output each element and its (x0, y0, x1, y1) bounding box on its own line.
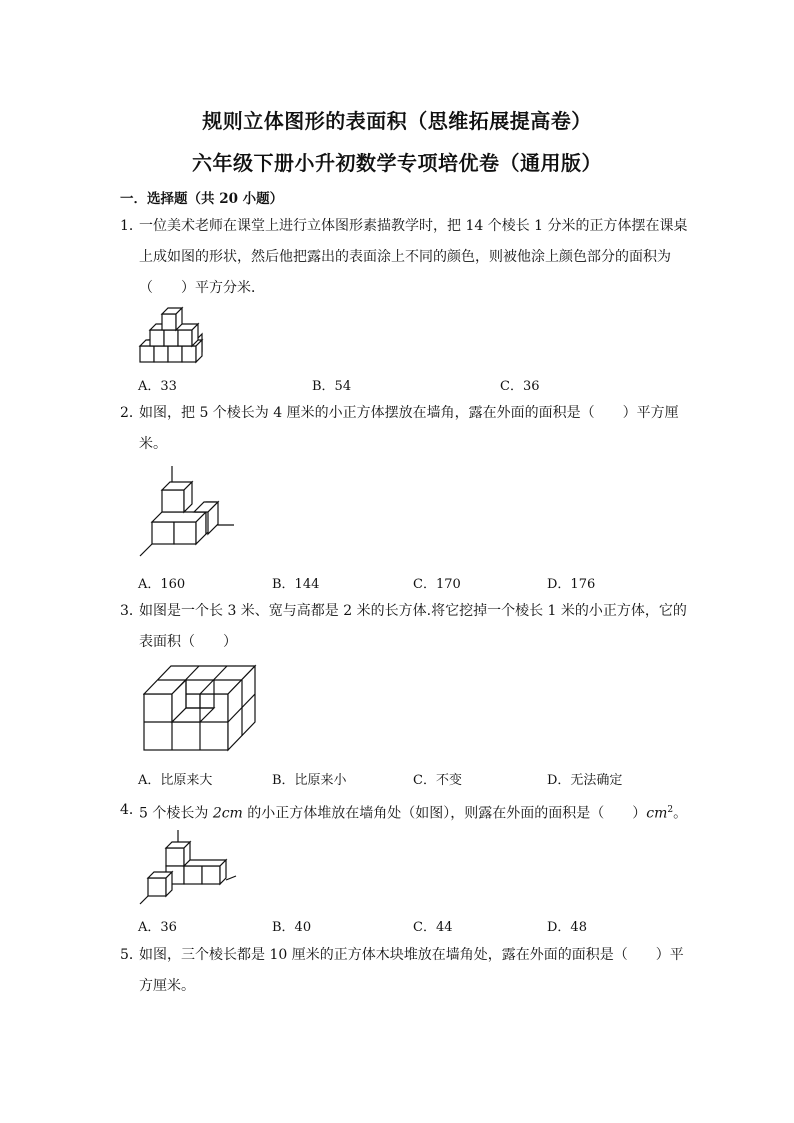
question-number: 5． (120, 947, 143, 963)
cuboid-with-notch-figure-icon (143, 664, 257, 752)
question-number: 2． (120, 405, 143, 421)
question-text-line: （ ）平方分米． (139, 280, 265, 296)
wall-corner-cubes-figure-icon (138, 464, 238, 558)
question-number: 3． (120, 603, 143, 619)
question-text-line: 米。 (139, 436, 167, 452)
option-d[interactable]: D．无法确定 (547, 773, 623, 788)
option-a[interactable]: A．比原来大 (138, 773, 213, 788)
option-c[interactable]: C．44 (413, 920, 453, 935)
question-text-line: 如图，把 5 个棱长为 4 厘米的小正方体摆放在墙角，露在外面的面积是（ ）平方厘 (139, 405, 679, 421)
option-c[interactable]: C．36 (500, 379, 540, 394)
wall-corner-small-cubes-figure-icon (138, 828, 238, 908)
section-heading: 一．选择题（共 20 小题） (120, 191, 284, 207)
question-text-line: 方厘米。 (139, 978, 195, 994)
question-text-line: 表面积（ ） (139, 634, 237, 650)
option-a[interactable]: A．36 (138, 920, 177, 935)
question-text-line: 上成如图的形状，然后他把露出的表面涂上不同的颜色，则被他涂上颜色部分的面积为 (139, 249, 671, 265)
option-b[interactable]: B．54 (312, 379, 352, 394)
question-text-line: 5 个棱长为 2cm 的小正方体堆放在墙角处（如图），则露在外面的面积是（ ）$cm^2$。 (139, 805, 688, 822)
question-text-line: 一位美术老师在课堂上进行立体图形素描教学时，把 14 个棱长 1 分米的正方体摆在课桌 (139, 218, 688, 234)
page-subtitle: 六年级下册小升初数学专项培优卷（通用版） (192, 151, 602, 175)
variable-text: 2cm (212, 805, 243, 822)
option-a[interactable]: A．33 (138, 379, 177, 394)
question-number: 4． (120, 802, 143, 818)
question-number: 1． (120, 218, 143, 234)
option-b[interactable]: B．40 (272, 920, 312, 935)
unit-text: cm (646, 805, 668, 822)
question-text-line: 如图，三个棱长都是 10 厘米的正方体木块堆放在墙角处，露在外面的面积是（ ）平 (139, 947, 684, 963)
option-d[interactable]: D．48 (547, 920, 587, 935)
cube-pyramid-figure-icon (136, 306, 208, 368)
option-a[interactable]: A．160 (138, 577, 186, 592)
question-text-line: 如图是一个长 3 米、宽与高都是 2 米的长方体.将它挖掉一个棱长 1 米的小正方体，它的 (139, 603, 687, 619)
option-c[interactable]: C．不变 (413, 773, 462, 788)
option-d[interactable]: D．176 (547, 577, 596, 592)
page-title: 规则立体图形的表面积（思维拓展提高卷） (202, 109, 592, 133)
option-c[interactable]: C．170 (413, 577, 461, 592)
option-b[interactable]: B．144 (272, 577, 320, 592)
option-b[interactable]: B．比原来小 (272, 773, 347, 788)
